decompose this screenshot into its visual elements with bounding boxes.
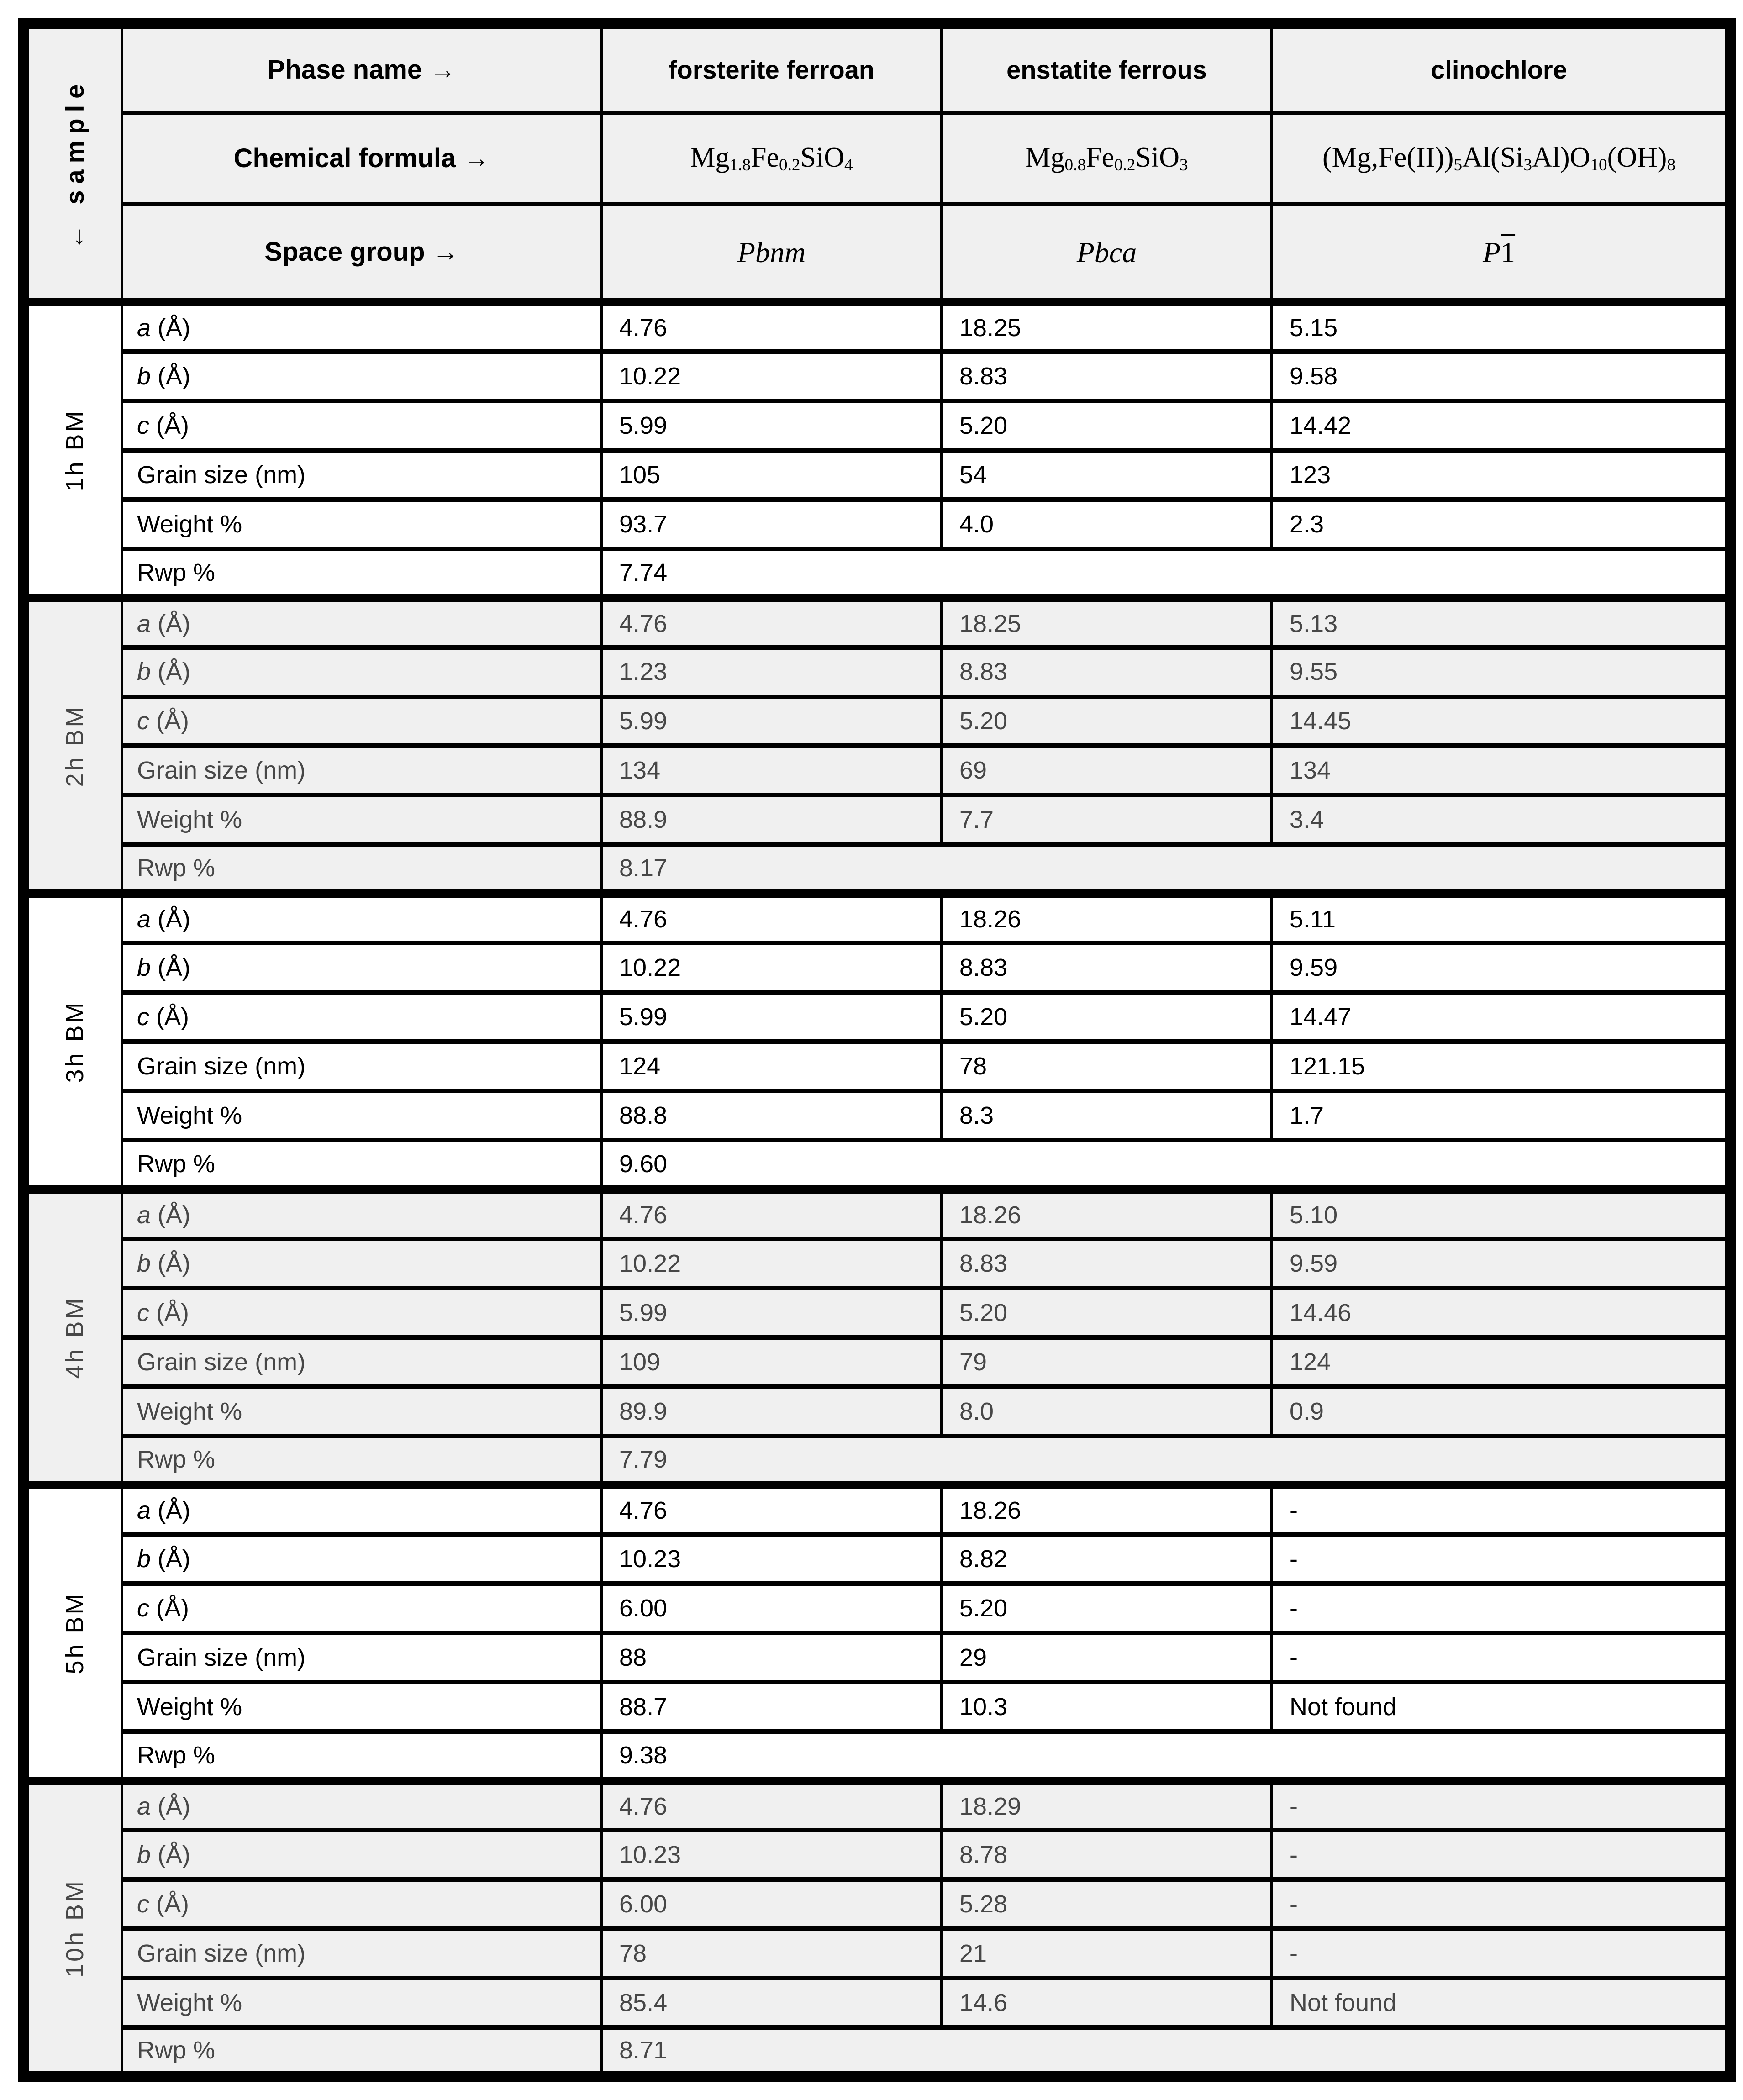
data-row — [24, 302, 1730, 352]
clinochlore-value-cell: 121.15 — [1272, 1042, 1730, 1091]
space-group-row-label: Space group → — [122, 204, 601, 302]
sample-name-cell — [24, 894, 122, 1189]
clinochlore-value-cell: 5.13 — [1272, 598, 1730, 647]
data-row — [24, 992, 1730, 1042]
forsterite-value-cell: 10.22 — [601, 1239, 942, 1288]
row-label: a (Å) — [122, 598, 601, 647]
sample-name-label: 4h BM — [61, 1296, 89, 1379]
data-row — [24, 500, 1730, 549]
row-label: c (Å) — [122, 697, 601, 746]
clinochlore-value-cell: 123 — [1272, 450, 1730, 500]
row-label: a (Å) — [122, 1781, 601, 1830]
forsterite-value-cell: 4.76 — [601, 598, 942, 647]
data-row — [24, 1633, 1730, 1682]
forsterite-value-cell: 88.8 — [601, 1091, 942, 1140]
forsterite-value-cell: 134 — [601, 746, 942, 795]
clinochlore-value-cell: - — [1272, 1485, 1730, 1535]
clinochlore-value-cell: Not found — [1272, 1682, 1730, 1732]
formula-enstatite: Mg0.8Fe0.2SiO3 — [942, 113, 1272, 204]
forsterite-value-cell: 1.23 — [601, 647, 942, 697]
enstatite-value-cell: 8.78 — [942, 1830, 1272, 1879]
row-label: Grain size (nm) — [122, 746, 601, 795]
row-label: Weight % — [122, 1978, 601, 2027]
forsterite-value-cell: 88 — [601, 1633, 942, 1682]
data-row — [24, 1584, 1730, 1633]
data-row — [24, 1830, 1730, 1879]
row-label: Weight % — [122, 1682, 601, 1732]
clinochlore-value-cell: - — [1272, 1879, 1730, 1929]
sample-name-label: 2h BM — [61, 704, 89, 787]
data-row — [24, 1091, 1730, 1140]
clinochlore-value-cell: 14.46 — [1272, 1288, 1730, 1337]
enstatite-value-cell: 5.20 — [942, 1584, 1272, 1633]
data-row — [24, 1387, 1730, 1436]
clinochlore-value-cell: 3.4 — [1272, 795, 1730, 844]
clinochlore-value-cell: 9.59 — [1272, 1239, 1730, 1288]
row-label: Weight % — [122, 1091, 601, 1140]
sample-name-cell — [24, 1781, 122, 2077]
forsterite-value-cell: 105 — [601, 450, 942, 500]
data-row — [24, 844, 1730, 894]
table-header — [24, 24, 1730, 302]
forsterite-value-cell: 10.23 — [601, 1534, 942, 1584]
sample-name-label: 1h BM — [61, 409, 89, 492]
enstatite-value-cell: 10.3 — [942, 1682, 1272, 1732]
forsterite-value-cell: 10.22 — [601, 943, 942, 992]
row-label: b (Å) — [122, 1830, 601, 1879]
enstatite-value-cell: 78 — [942, 1042, 1272, 1091]
rwp-value-cell: 9.38 — [601, 1732, 1730, 1781]
enstatite-value-cell: 5.20 — [942, 401, 1272, 450]
enstatite-value-cell: 8.3 — [942, 1091, 1272, 1140]
forsterite-value-cell: 4.76 — [601, 894, 942, 943]
data-row — [24, 1436, 1730, 1485]
clinochlore-value-cell: Not found — [1272, 1978, 1730, 2027]
forsterite-value-cell: 93.7 — [601, 500, 942, 549]
enstatite-value-cell: 21 — [942, 1929, 1272, 1978]
forsterite-value-cell: 85.4 — [601, 1978, 942, 2027]
sample-name-cell — [24, 302, 122, 598]
forsterite-value-cell: 6.00 — [601, 1879, 942, 1929]
enstatite-value-cell: 8.82 — [942, 1534, 1272, 1584]
clinochlore-value-cell: 5.10 — [1272, 1189, 1730, 1239]
sample-name-label: 10h BM — [61, 1879, 89, 1978]
sample-name-label: 5h BM — [61, 1591, 89, 1674]
rwp-value-cell: 8.17 — [601, 844, 1730, 894]
data-row — [24, 746, 1730, 795]
data-row — [24, 894, 1730, 943]
row-label: a (Å) — [122, 1485, 601, 1535]
row-label: b (Å) — [122, 352, 601, 401]
clinochlore-value-cell: - — [1272, 1534, 1730, 1584]
clinochlore-value-cell: 5.11 — [1272, 894, 1730, 943]
enstatite-value-cell: 18.25 — [942, 598, 1272, 647]
space-group-clinochlore: P1 — [1272, 204, 1730, 302]
sample-axis-cell — [24, 24, 122, 302]
row-label: Grain size (nm) — [122, 1042, 601, 1091]
row-label: Grain size (nm) — [122, 1337, 601, 1387]
forsterite-value-cell: 10.22 — [601, 352, 942, 401]
data-row — [24, 1682, 1730, 1732]
forsterite-value-cell: 4.76 — [601, 1781, 942, 1830]
row-label: Rwp % — [122, 549, 601, 598]
phase-name-forsterite: forsterite ferroan — [601, 24, 942, 113]
data-row — [24, 1288, 1730, 1337]
clinochlore-value-cell: - — [1272, 1584, 1730, 1633]
chemical-formula-row-label: Chemical formula → — [122, 113, 601, 204]
enstatite-value-cell: 18.25 — [942, 302, 1272, 352]
enstatite-value-cell: 8.83 — [942, 647, 1272, 697]
space-group-enstatite: Pbca — [942, 204, 1272, 302]
rwp-value-cell: 7.74 — [601, 549, 1730, 598]
enstatite-value-cell: 18.29 — [942, 1781, 1272, 1830]
clinochlore-value-cell: 2.3 — [1272, 500, 1730, 549]
data-row — [24, 352, 1730, 401]
phase-name-enstatite: enstatite ferrous — [942, 24, 1272, 113]
data-row — [24, 1485, 1730, 1535]
row-label: c (Å) — [122, 992, 601, 1042]
enstatite-value-cell: 7.7 — [942, 795, 1272, 844]
forsterite-value-cell: 89.9 — [601, 1387, 942, 1436]
data-row — [24, 2027, 1730, 2077]
row-label: Rwp % — [122, 1140, 601, 1189]
enstatite-value-cell: 54 — [942, 450, 1272, 500]
enstatite-value-cell: 5.28 — [942, 1879, 1272, 1929]
row-label: a (Å) — [122, 1189, 601, 1239]
forsterite-value-cell: 88.7 — [601, 1682, 942, 1732]
data-row — [24, 1042, 1730, 1091]
rwp-value-cell: 8.71 — [601, 2027, 1730, 2077]
sample-axis-label: ← sample — [60, 78, 89, 250]
data-row — [24, 697, 1730, 746]
clinochlore-value-cell: 134 — [1272, 746, 1730, 795]
row-label: Rwp % — [122, 844, 601, 894]
forsterite-value-cell: 5.99 — [601, 1288, 942, 1337]
enstatite-value-cell: 5.20 — [942, 1288, 1272, 1337]
row-label: c (Å) — [122, 1879, 601, 1929]
phase-name-clinochlore: clinochlore — [1272, 24, 1730, 113]
row-label: Rwp % — [122, 2027, 601, 2077]
phase-name-row — [24, 24, 1730, 113]
data-row — [24, 1978, 1730, 2027]
forsterite-value-cell: 4.76 — [601, 1189, 942, 1239]
forsterite-value-cell: 4.76 — [601, 1485, 942, 1535]
row-label: Grain size (nm) — [122, 450, 601, 500]
row-label: a (Å) — [122, 302, 601, 352]
row-label: b (Å) — [122, 647, 601, 697]
row-label: c (Å) — [122, 1584, 601, 1633]
space-group-row — [24, 204, 1730, 302]
enstatite-value-cell: 79 — [942, 1337, 1272, 1387]
data-row — [24, 1239, 1730, 1288]
sample-name-label: 3h BM — [61, 1000, 89, 1083]
clinochlore-value-cell: - — [1272, 1781, 1730, 1830]
row-label: Weight % — [122, 1387, 601, 1436]
enstatite-value-cell: 18.26 — [942, 1189, 1272, 1239]
row-label: b (Å) — [122, 1534, 601, 1584]
data-row — [24, 647, 1730, 697]
enstatite-value-cell: 8.83 — [942, 1239, 1272, 1288]
enstatite-value-cell: 18.26 — [942, 1485, 1272, 1535]
sample-name-cell — [24, 598, 122, 894]
data-row — [24, 943, 1730, 992]
row-label: a (Å) — [122, 894, 601, 943]
enstatite-value-cell: 29 — [942, 1633, 1272, 1682]
clinochlore-value-cell: - — [1272, 1830, 1730, 1879]
phase-name-row-label: Phase name → — [122, 24, 601, 113]
clinochlore-value-cell: 0.9 — [1272, 1387, 1730, 1436]
clinochlore-value-cell: 9.59 — [1272, 943, 1730, 992]
forsterite-value-cell: 10.23 — [601, 1830, 942, 1879]
chemical-formula-row — [24, 113, 1730, 204]
row-label: Rwp % — [122, 1732, 601, 1781]
rietveld-results-table — [18, 18, 1736, 2082]
forsterite-value-cell: 6.00 — [601, 1584, 942, 1633]
data-row — [24, 1140, 1730, 1189]
row-label: c (Å) — [122, 401, 601, 450]
data-row — [24, 598, 1730, 647]
data-row — [24, 1189, 1730, 1239]
data-row — [24, 401, 1730, 450]
enstatite-value-cell: 8.83 — [942, 352, 1272, 401]
row-label: Grain size (nm) — [122, 1929, 601, 1978]
row-label: Weight % — [122, 500, 601, 549]
sample-name-cell — [24, 1189, 122, 1485]
enstatite-value-cell: 4.0 — [942, 500, 1272, 549]
clinochlore-value-cell: - — [1272, 1929, 1730, 1978]
enstatite-value-cell: 8.0 — [942, 1387, 1272, 1436]
clinochlore-value-cell: 9.58 — [1272, 352, 1730, 401]
clinochlore-value-cell: 9.55 — [1272, 647, 1730, 697]
enstatite-value-cell: 5.20 — [942, 697, 1272, 746]
data-row — [24, 1732, 1730, 1781]
table-body — [24, 302, 1730, 2077]
enstatite-value-cell: 14.6 — [942, 1978, 1272, 2027]
clinochlore-value-cell: - — [1272, 1633, 1730, 1682]
row-label: c (Å) — [122, 1288, 601, 1337]
enstatite-value-cell: 69 — [942, 746, 1272, 795]
row-label: Rwp % — [122, 1436, 601, 1485]
enstatite-value-cell: 18.26 — [942, 894, 1272, 943]
enstatite-value-cell: 8.83 — [942, 943, 1272, 992]
row-label: Grain size (nm) — [122, 1633, 601, 1682]
data-row — [24, 1337, 1730, 1387]
formula-forsterite: Mg1.8Fe0.2SiO4 — [601, 113, 942, 204]
forsterite-value-cell: 5.99 — [601, 697, 942, 746]
forsterite-value-cell: 109 — [601, 1337, 942, 1387]
forsterite-value-cell: 4.76 — [601, 302, 942, 352]
data-row — [24, 450, 1730, 500]
row-label: b (Å) — [122, 943, 601, 992]
clinochlore-value-cell: 14.45 — [1272, 697, 1730, 746]
sample-name-cell — [24, 1485, 122, 1781]
forsterite-value-cell: 78 — [601, 1929, 942, 1978]
rwp-value-cell: 9.60 — [601, 1140, 1730, 1189]
data-row — [24, 1879, 1730, 1929]
clinochlore-value-cell: 14.47 — [1272, 992, 1730, 1042]
enstatite-value-cell: 5.20 — [942, 992, 1272, 1042]
forsterite-value-cell: 124 — [601, 1042, 942, 1091]
row-label: b (Å) — [122, 1239, 601, 1288]
clinochlore-value-cell: 5.15 — [1272, 302, 1730, 352]
data-row — [24, 795, 1730, 844]
row-label: Weight % — [122, 795, 601, 844]
data-row — [24, 1534, 1730, 1584]
space-group-forsterite: Pbnm — [601, 204, 942, 302]
data-row — [24, 549, 1730, 598]
forsterite-value-cell: 5.99 — [601, 992, 942, 1042]
forsterite-value-cell: 88.9 — [601, 795, 942, 844]
rwp-value-cell: 7.79 — [601, 1436, 1730, 1485]
clinochlore-value-cell: 1.7 — [1272, 1091, 1730, 1140]
clinochlore-value-cell: 14.42 — [1272, 401, 1730, 450]
formula-clinochlore: (Mg,Fe(II))5Al(Si3Al)O10(OH)8 — [1272, 113, 1730, 204]
data-row — [24, 1929, 1730, 1978]
clinochlore-value-cell: 124 — [1272, 1337, 1730, 1387]
data-row — [24, 1781, 1730, 1830]
forsterite-value-cell: 5.99 — [601, 401, 942, 450]
